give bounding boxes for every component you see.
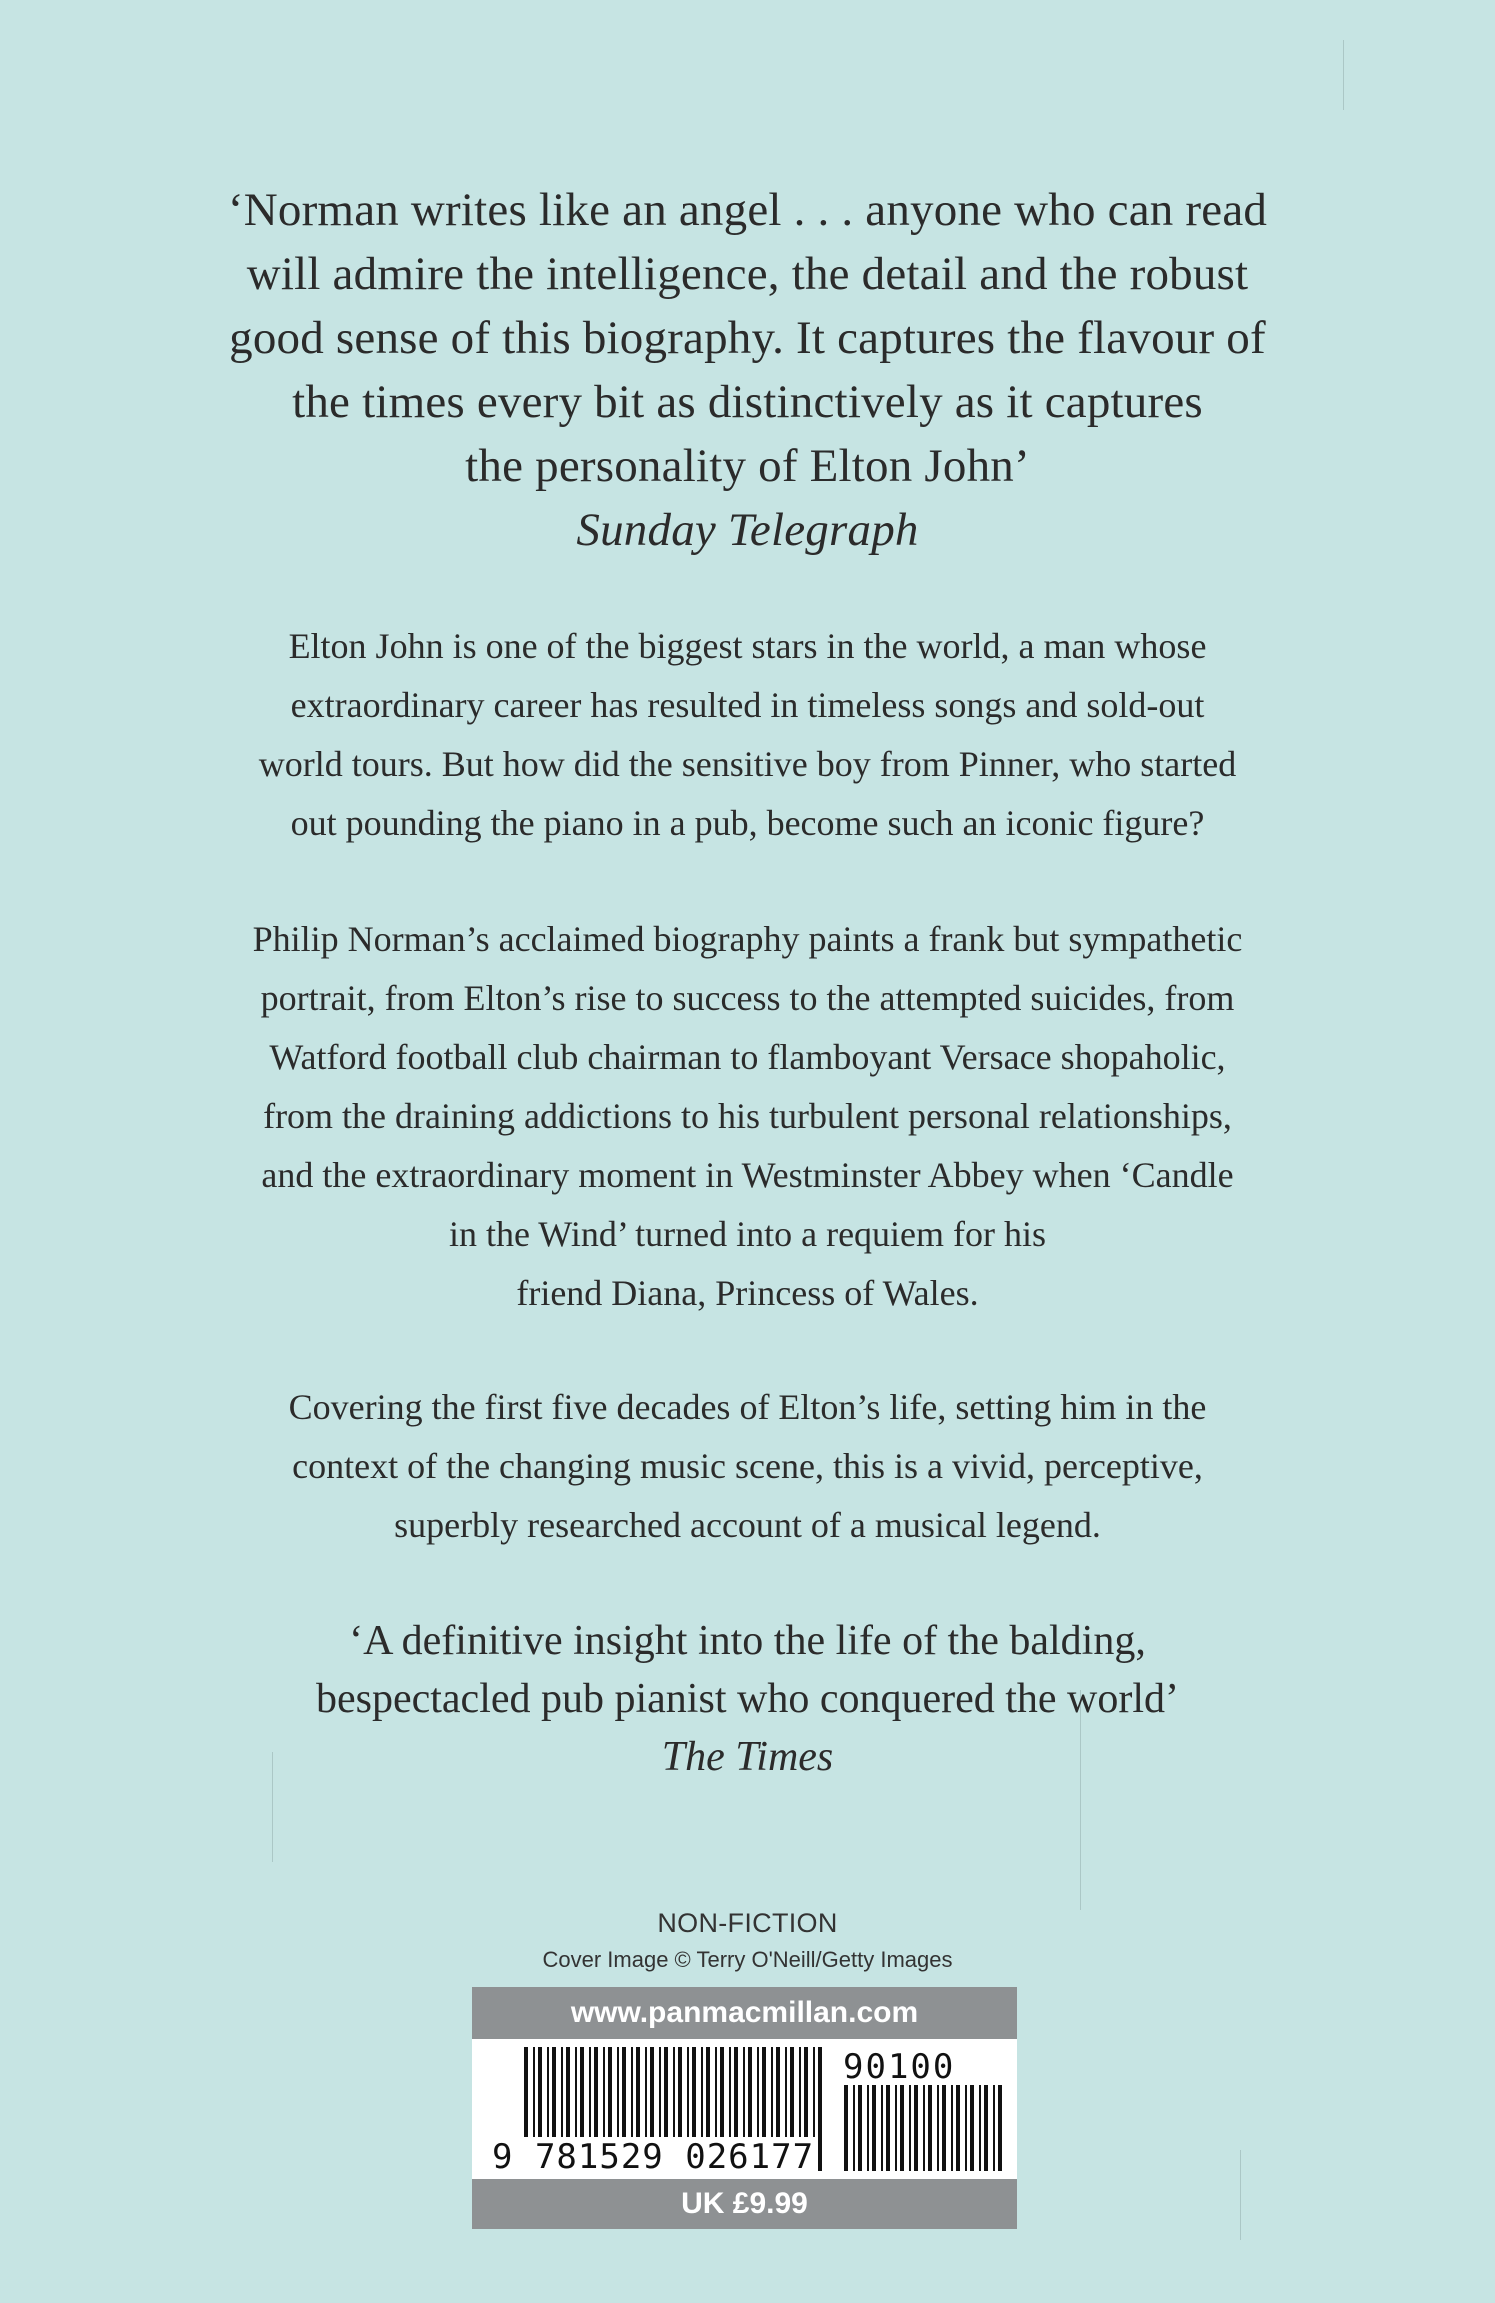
cover-scratch (1343, 40, 1344, 110)
blurb-line: from the draining addictions to his turbulent personal relationships, (263, 1096, 1232, 1136)
barcode-bar (886, 2085, 890, 2171)
barcode-addon-digits: 90100 (843, 2047, 956, 2087)
blurb-line: out pounding the piano in a pub, become such an iconic figure? (290, 803, 1205, 843)
quote-line: will admire the intelligence, the detail and the robust (246, 248, 1249, 300)
price-label: UK £9.99 (472, 2179, 1017, 2229)
publisher-url: www.panmacmillan.com (472, 1987, 1017, 2039)
quote-line: the times every bit as distinctively as it captures (292, 376, 1203, 428)
barcode-bar (881, 2085, 883, 2171)
quote-line: bespectacled pub pianist who conquered the world’ (315, 1676, 1180, 1722)
barcode-bar (853, 2085, 855, 2171)
blurb-line: extraordinary career has resulted in timeless songs and sold-out (290, 685, 1205, 725)
blurb-line: in the Wind’ turned into a requiem for his (448, 1214, 1047, 1254)
barcode-bar (998, 2085, 1002, 2171)
barcode-bar (858, 2085, 862, 2171)
barcode-bar (844, 2085, 848, 2171)
barcode-bar (965, 2085, 967, 2171)
barcode-bar (909, 2085, 911, 2171)
isbn-digits: 9 781529 026177 (492, 2137, 815, 2177)
cover-scratch (1240, 2150, 1241, 2240)
barcode-box (472, 2039, 1017, 2179)
quote-line: the personality of Elton John’ (465, 440, 1030, 492)
blurb-line: context of the changing music scene, this is a vivid, perceptive, (292, 1446, 1203, 1486)
quote-source: The Times (661, 1734, 834, 1780)
barcode-bar (867, 2085, 869, 2171)
barcode-bar (914, 2085, 918, 2171)
quote-line: ‘Norman writes like an angel . . . anyone who can read (227, 184, 1268, 236)
blurb-paragraph-biography (110, 910, 1385, 1323)
barcode-bar (900, 2085, 904, 2171)
quote-line: good sense of this biography. It captures the flavour of (229, 312, 1266, 364)
blurb-line: friend Diana, Princess of Wales. (516, 1273, 979, 1313)
review-quote-the-times (110, 1612, 1385, 1786)
barcode-bar (937, 2085, 939, 2171)
blurb-line: Covering the first five decades of Elton’s life, setting him in the (288, 1387, 1207, 1427)
barcode-panel (472, 1987, 1017, 2220)
barcode-bar (984, 2085, 988, 2171)
review-quote-sunday-telegraph (110, 178, 1385, 562)
barcode-bar (979, 2085, 981, 2171)
barcode-bar (872, 2085, 876, 2171)
blurb-line: superbly researched account of a musical legend. (394, 1505, 1101, 1545)
blurb-line: Philip Norman’s acclaimed biography paints a frank but sympathetic (252, 919, 1243, 959)
barcode-bar (818, 2047, 822, 2171)
blurb-paragraph-intro (110, 617, 1385, 853)
blurb-line: Watford football club chairman to flamboyant Versace shopaholic, (269, 1037, 1226, 1077)
blurb-line: world tours. But how did the sensitive boy from Pinner, who started (258, 744, 1237, 784)
blurb-line: portrait, from Elton’s rise to success to the attempted suicides, from (260, 978, 1235, 1018)
barcode-bar (928, 2085, 932, 2171)
blurb-line: Elton John is one of the biggest stars in the world, a man whose (288, 626, 1207, 666)
blurb-line: and the extraordinary moment in Westminster Abbey when ‘Candle (261, 1155, 1234, 1195)
quote-line: ‘A definitive insight into the life of the balding, (349, 1618, 1146, 1664)
cover-image-credit: Cover Image © Terry O'Neill/Getty Images (542, 1947, 953, 1972)
quote-source: Sunday Telegraph (576, 504, 919, 556)
genre-label: NON-FICTION (657, 1908, 838, 1938)
barcode-bar (942, 2085, 946, 2171)
barcode-bar (970, 2085, 974, 2171)
barcode-bar (951, 2085, 953, 2171)
barcode-bar (956, 2085, 960, 2171)
blurb-paragraph-summary (110, 1378, 1385, 1555)
barcode-bar (993, 2085, 995, 2171)
barcode-bar (923, 2085, 925, 2171)
barcode-bar (895, 2085, 897, 2171)
